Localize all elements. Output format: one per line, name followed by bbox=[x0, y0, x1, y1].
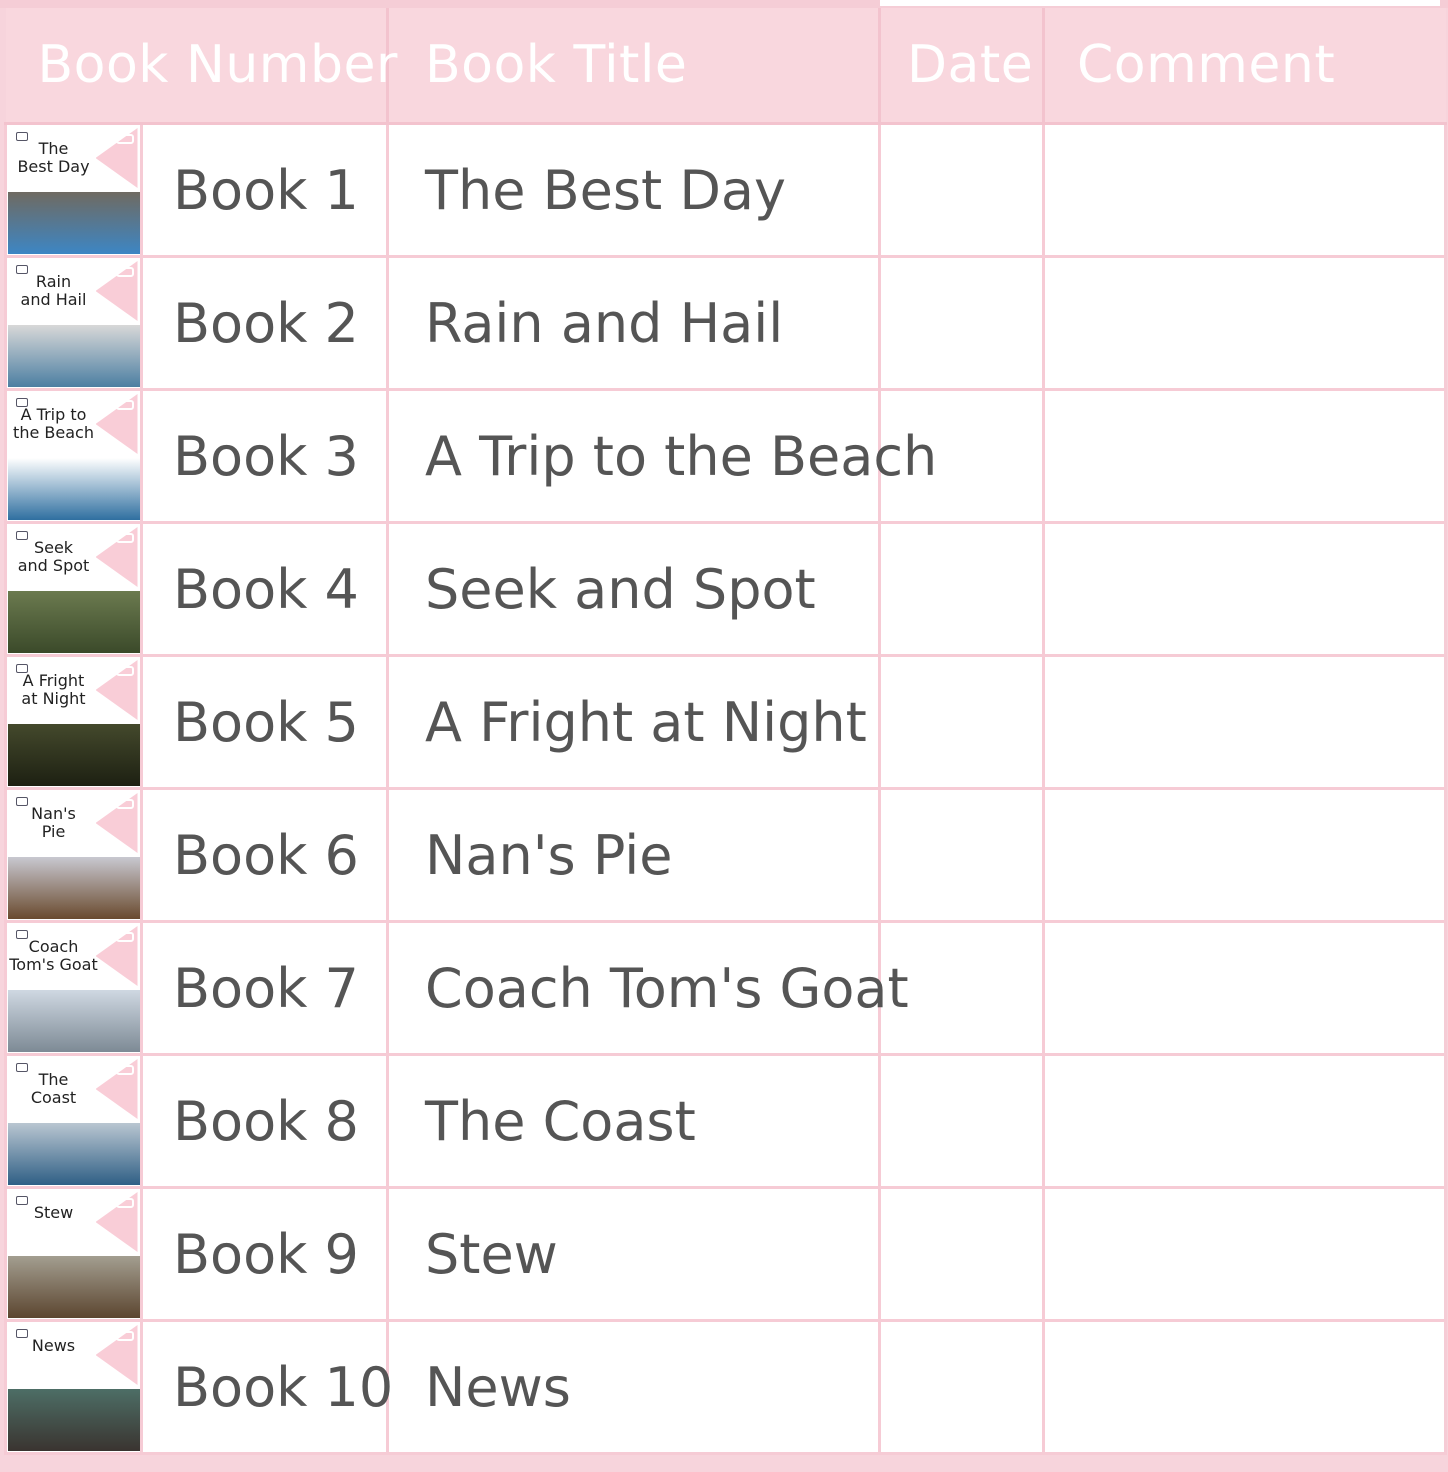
cover-cell bbox=[6, 124, 142, 257]
book-cover-thumbnail bbox=[8, 525, 140, 653]
cover-corner-icon bbox=[116, 267, 134, 277]
table-body bbox=[6, 124, 1446, 1454]
header-date: Date bbox=[880, 8, 1044, 124]
comment-cell[interactable] bbox=[1044, 1188, 1446, 1321]
book-title-cell: News bbox=[388, 1321, 880, 1454]
table-row bbox=[6, 1188, 1446, 1321]
date-cell[interactable] bbox=[880, 789, 1044, 922]
cover-illustration bbox=[8, 458, 140, 520]
cover-corner-icon bbox=[116, 1331, 134, 1341]
book-cover-thumbnail bbox=[8, 1323, 140, 1451]
date-cell[interactable] bbox=[880, 1055, 1044, 1188]
book-cover-thumbnail bbox=[8, 1057, 140, 1185]
table-row bbox=[6, 523, 1446, 656]
table-row bbox=[6, 922, 1446, 1055]
cover-illustration bbox=[8, 990, 140, 1052]
book-title-cell: Seek and Spot bbox=[388, 523, 880, 656]
header-comment: Comment bbox=[1044, 8, 1446, 124]
comment-cell[interactable] bbox=[1044, 124, 1446, 257]
date-cell[interactable] bbox=[880, 523, 1044, 656]
table-row bbox=[6, 789, 1446, 922]
top-strip bbox=[0, 0, 1448, 8]
cover-corner-icon bbox=[116, 533, 134, 543]
cover-cell bbox=[6, 1321, 142, 1454]
date-cell[interactable] bbox=[880, 656, 1044, 789]
cover-cell bbox=[6, 1055, 142, 1188]
cover-illustration bbox=[8, 1256, 140, 1318]
table-row bbox=[6, 257, 1446, 390]
table-row bbox=[6, 656, 1446, 789]
top-white-tab bbox=[880, 0, 1440, 6]
cover-corner-icon bbox=[116, 666, 134, 676]
comment-cell[interactable] bbox=[1044, 1055, 1446, 1188]
date-cell[interactable] bbox=[880, 1321, 1044, 1454]
cover-corner-icon bbox=[116, 400, 134, 410]
cover-cell bbox=[6, 656, 142, 789]
cover-cell bbox=[6, 922, 142, 1055]
cover-title: Seek and Spot bbox=[17, 538, 90, 575]
book-number-cell: Book 10 bbox=[142, 1321, 388, 1454]
book-number-cell: Book 1 bbox=[142, 124, 388, 257]
cover-title: Coach Tom's Goat bbox=[9, 937, 98, 974]
cover-title: A Fright at Night bbox=[21, 671, 86, 708]
cover-cell bbox=[6, 523, 142, 656]
cover-illustration bbox=[8, 724, 140, 786]
cover-illustration bbox=[8, 192, 140, 254]
book-number-cell: Book 9 bbox=[142, 1188, 388, 1321]
comment-cell[interactable] bbox=[1044, 922, 1446, 1055]
reading-log-table bbox=[4, 8, 1447, 1455]
table-row bbox=[6, 390, 1446, 523]
date-cell[interactable] bbox=[880, 124, 1044, 257]
date-cell[interactable] bbox=[880, 257, 1044, 390]
cover-title: The Coast bbox=[30, 1070, 77, 1107]
book-title-cell: The Best Day bbox=[388, 124, 880, 257]
book-number-cell: Book 6 bbox=[142, 789, 388, 922]
book-cover-thumbnail bbox=[8, 924, 140, 1052]
book-title-cell: Rain and Hail bbox=[388, 257, 880, 390]
book-cover-thumbnail bbox=[8, 392, 140, 520]
book-cover-thumbnail bbox=[8, 259, 140, 387]
book-cover-thumbnail bbox=[8, 1190, 140, 1318]
book-cover-thumbnail bbox=[8, 791, 140, 919]
cover-illustration bbox=[8, 1123, 140, 1185]
table-row bbox=[6, 124, 1446, 257]
book-number-cell: Book 7 bbox=[142, 922, 388, 1055]
cover-cell bbox=[6, 789, 142, 922]
table-row bbox=[6, 1321, 1446, 1454]
cover-title: Nan's Pie bbox=[31, 804, 76, 841]
book-title-cell: A Fright at Night bbox=[388, 656, 880, 789]
cover-title: A Trip to the Beach bbox=[13, 405, 94, 442]
cover-cell bbox=[6, 257, 142, 390]
cover-cell bbox=[6, 390, 142, 523]
book-cover-thumbnail bbox=[8, 658, 140, 786]
book-title-cell: Coach Tom's Goat bbox=[388, 922, 880, 1055]
cover-corner-icon bbox=[116, 799, 134, 809]
header-book-number: Book Number bbox=[6, 8, 388, 124]
cover-corner-icon bbox=[116, 932, 134, 942]
cover-illustration bbox=[8, 325, 140, 387]
cover-title: Rain and Hail bbox=[20, 272, 87, 309]
book-number-cell: Book 3 bbox=[142, 390, 388, 523]
comment-cell[interactable] bbox=[1044, 257, 1446, 390]
cover-corner-icon bbox=[116, 1198, 134, 1208]
table-header bbox=[6, 8, 1446, 124]
book-title-cell: A Trip to the Beach bbox=[388, 390, 880, 523]
book-number-cell: Book 8 bbox=[142, 1055, 388, 1188]
cover-illustration bbox=[8, 857, 140, 919]
book-title-cell: Stew bbox=[388, 1188, 880, 1321]
cover-corner-icon bbox=[116, 134, 134, 144]
cover-corner-icon bbox=[116, 1065, 134, 1075]
cover-cell bbox=[6, 1188, 142, 1321]
comment-cell[interactable] bbox=[1044, 789, 1446, 922]
cover-title: Stew bbox=[33, 1203, 74, 1222]
book-number-cell: Book 4 bbox=[142, 523, 388, 656]
book-number-cell: Book 5 bbox=[142, 656, 388, 789]
table-row bbox=[6, 1055, 1446, 1188]
date-cell[interactable] bbox=[880, 1188, 1044, 1321]
cover-illustration bbox=[8, 591, 140, 653]
cover-illustration bbox=[8, 1389, 140, 1451]
comment-cell[interactable] bbox=[1044, 656, 1446, 789]
book-title-cell: The Coast bbox=[388, 1055, 880, 1188]
book-cover-thumbnail bbox=[8, 126, 140, 254]
comment-cell[interactable] bbox=[1044, 390, 1446, 523]
header-book-title: Book Title bbox=[388, 8, 880, 124]
book-title-cell: Nan's Pie bbox=[388, 789, 880, 922]
comment-cell[interactable] bbox=[1044, 1321, 1446, 1454]
book-number-cell: Book 2 bbox=[142, 257, 388, 390]
comment-cell[interactable] bbox=[1044, 523, 1446, 656]
cover-title: The Best Day bbox=[17, 139, 90, 176]
cover-title: News bbox=[31, 1336, 76, 1355]
